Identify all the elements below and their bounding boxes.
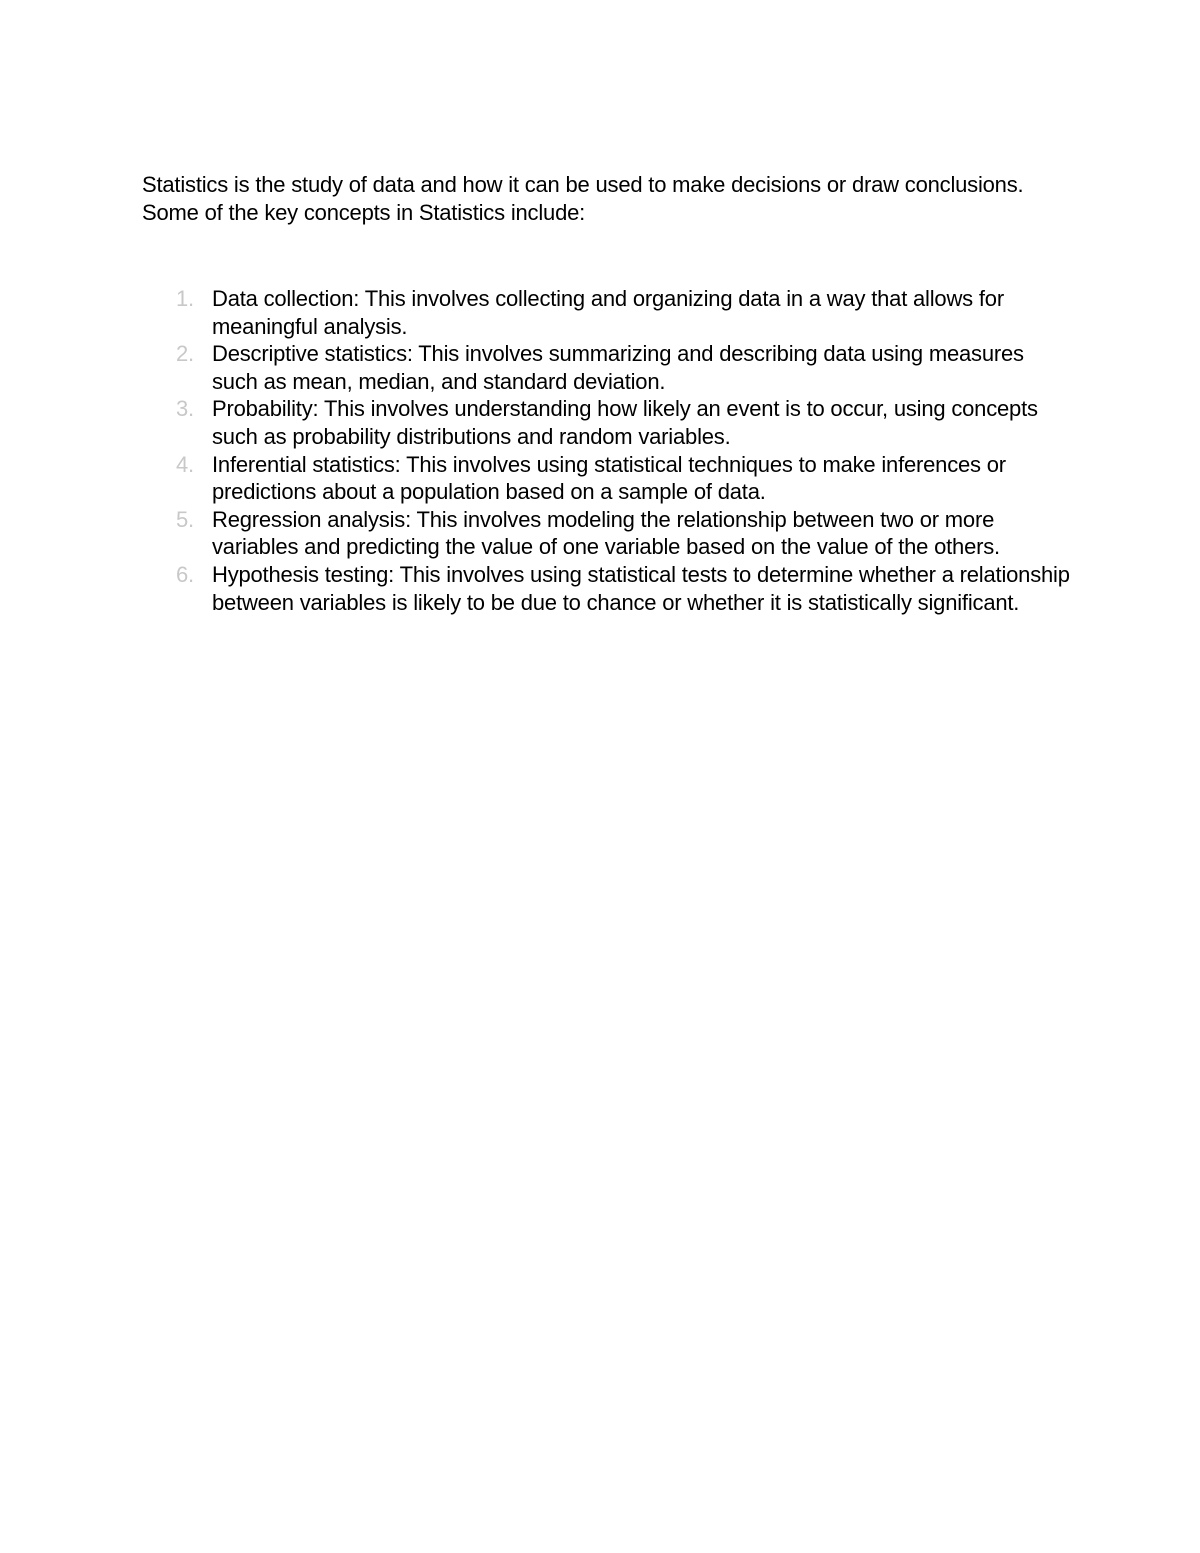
list-item [142, 451, 1072, 506]
list-item [142, 285, 1072, 340]
key-concepts-list [142, 285, 1072, 616]
list-item-number: 4. [176, 451, 194, 477]
list-item-text: Hypothesis testing: This involves using statistical tests to determine whether a relationship between variables is likely to be due to chance or whether it is statistically significant. [212, 561, 1070, 615]
list-item-number: 5. [176, 506, 194, 532]
list-item-text: Inferential statistics: This involves using statistical techniques to make inferences or predictions about a population based on a sample of data. [212, 451, 1006, 505]
list-item [142, 340, 1072, 395]
intro-paragraph: Statistics is the study of data and how it can be used to make decisions or draw conclusions. Some of the key concepts in Statistics include: [142, 172, 1024, 225]
list-item [142, 506, 1072, 561]
list-item-number: 6. [176, 561, 194, 587]
list-item-number: 1. [176, 286, 194, 311]
list-item-text: Descriptive statistics: This involves summarizing and describing data using measures such as mean, median, and standard deviation. [212, 341, 1024, 394]
list-item-text: Regression analysis: This involves modeling the relationship between two or more variables and predicting the value of one variable based on the value of the others. [212, 506, 1000, 560]
list-item [142, 395, 1072, 450]
list-item-text: Data collection: This involves collecting and organizing data in a way that allows for meaningful analysis. [212, 286, 1004, 339]
list-item-number: 3. [176, 396, 194, 422]
list-item [142, 561, 1072, 616]
list-item-text: Probability: This involves understanding how likely an event is to occur, using concepts such as probability distributions and random variables. [212, 396, 1038, 449]
list-item-number: 2. [176, 341, 194, 367]
